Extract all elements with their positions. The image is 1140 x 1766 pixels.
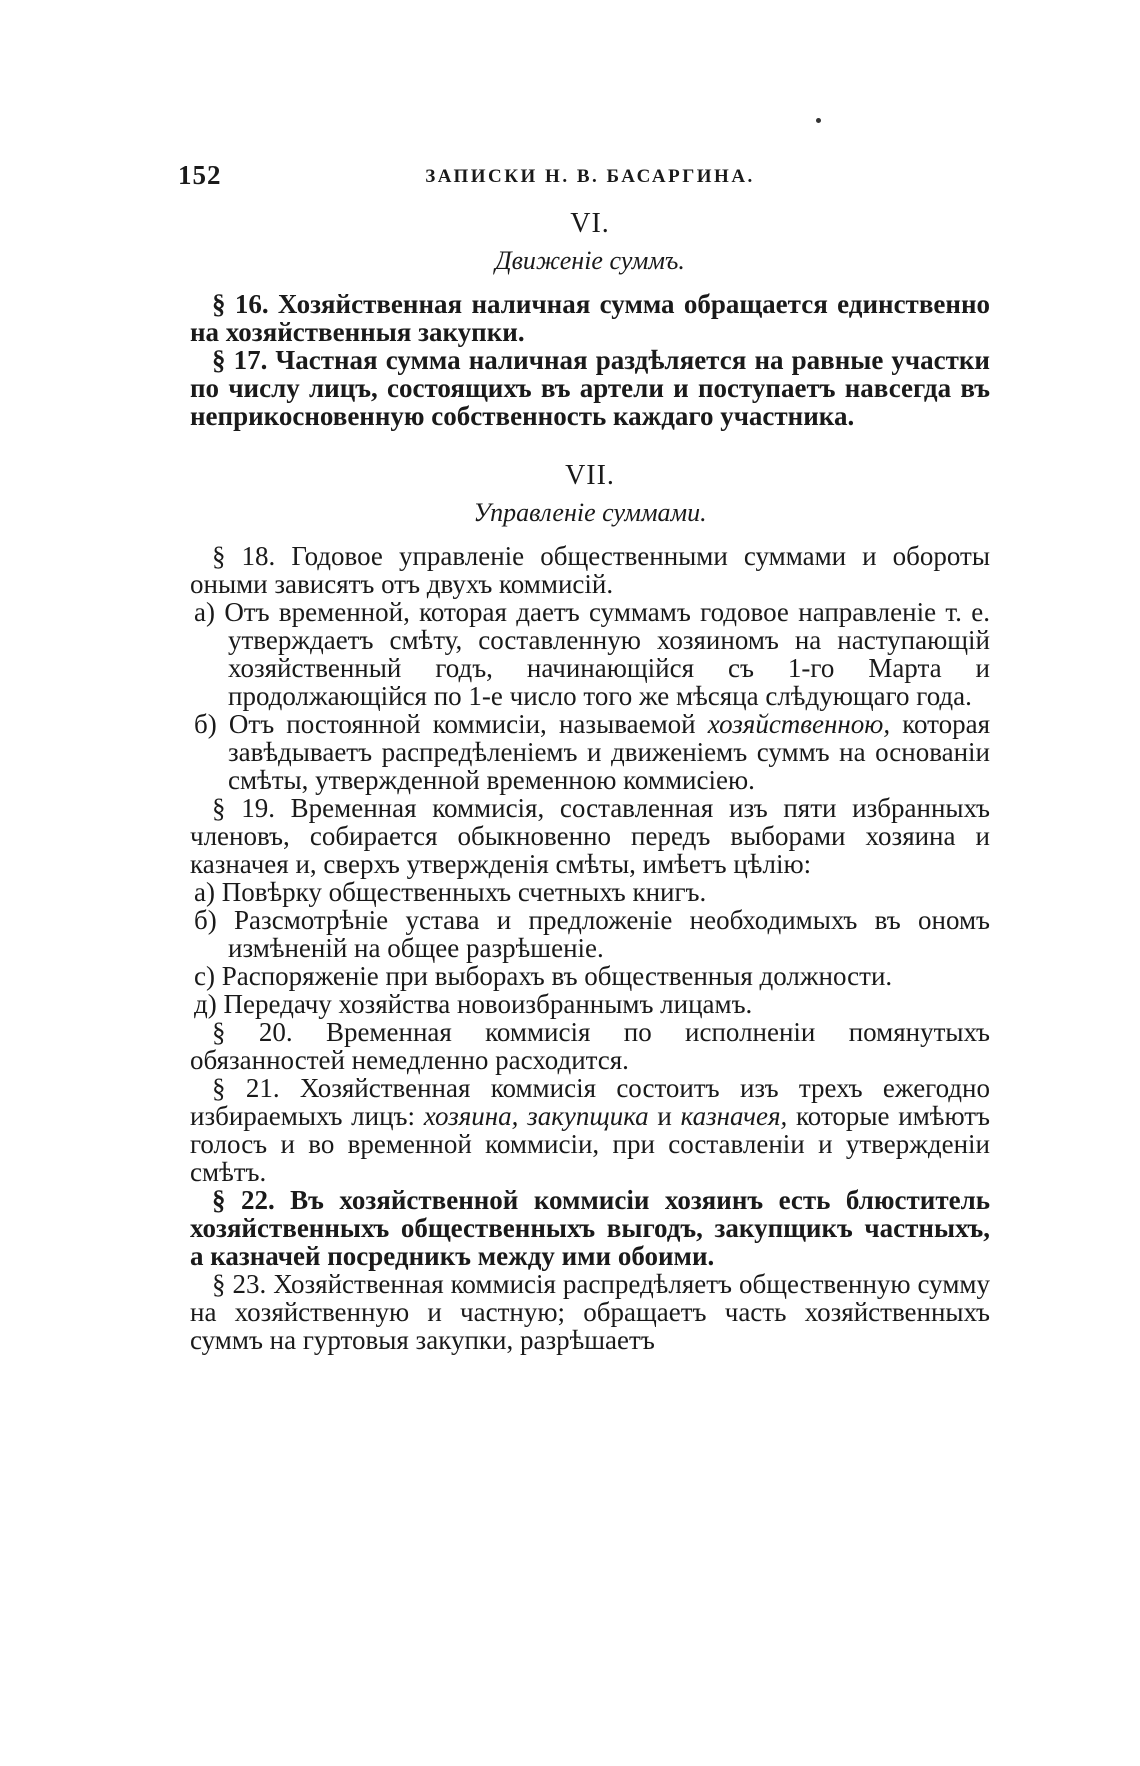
running-title: ЗАПИСКИ Н. В. БАСАРГИНА. — [425, 166, 755, 187]
paragraph-22: § 22. Въ хозяйственной коммисіи хозяинъ есть блюститель хозяйственныхъ общественныхъ выгодъ, закупщикъ частныхъ, а казначей посредникъ между ими обоими. — [190, 1185, 990, 1271]
running-head — [178, 160, 990, 200]
section-title-vi: Движеніе суммъ. — [495, 246, 685, 275]
section-number-vii: VII. — [565, 460, 615, 491]
item-b-text-start: б) Отъ постоянной коммисіи, называемой — [194, 709, 708, 739]
paragraph-21 — [190, 1074, 990, 1186]
p21-italic-treasurer: казначея, — [680, 1101, 788, 1131]
paragraph-16: § 16. Хозяйственная наличная сумма обращается единственно на хозяйственныя закупки. — [190, 289, 990, 347]
p21-text-start: § 21. Хозяйственная коммисія состоитъ изъ трехъ ежегодно избираемыхъ лицъ: — [190, 1073, 990, 1131]
paragraph-19-item-a: а) Повѣрку общественныхъ счетныхъ книгъ. — [194, 877, 707, 907]
section-title-vii: Управленіе суммами. — [473, 498, 707, 527]
paragraph-19-item-c: с) Распоряженіе при выборахъ въ общественныя должности. — [194, 961, 893, 991]
p21-italic-roles: хозяина, закупщика — [423, 1101, 649, 1131]
print-speck — [816, 118, 821, 123]
paragraph-18: § 18. Годовое управленіе общественными суммами и обороты оными зависятъ отъ двухъ коммисій. — [190, 541, 990, 599]
item-b-italic: хозяйственною, — [707, 709, 891, 739]
paragraph-19: § 19. Временная коммисія, составленная изъ пяти избранныхъ членовъ, собирается обыкновенно передъ выборами хозяина и казначея и, сверхъ утвержденія смѣты, имѣетъ цѣлію: — [190, 793, 990, 879]
book-page — [178, 160, 991, 1355]
p21-text-end: которые имѣютъ голосъ и во временной коммисіи, при составленіи и утвержденіи смѣтъ. — [190, 1101, 991, 1187]
paragraph-18-item-a: а) Отъ временной, которая даетъ суммамъ годовое направленіе т. е. утверждаетъ смѣту, составленную хозяиномъ на наступающій хозяйственный годъ, начинающійся съ 1-го Марта и продолжающійся по 1-е число того же мѣсяца слѣдующаго года. — [194, 597, 990, 711]
item-b-text-end: которая завѣдываетъ распредѣленіемъ и движеніемъ суммъ на основаніи смѣты, утвержденной временною коммисіею. — [228, 709, 990, 795]
paragraph-23: § 23. Хозяйственная коммисія распредѣляетъ общественную сумму на хозяйственную и частную; обращаетъ часть хозяйственныхъ суммъ на гуртовыя закупки, разрѣшаетъ — [190, 1269, 990, 1355]
page-number: 152 — [178, 160, 222, 190]
paragraph-19-item-b: б) Разсмотрѣніе устава и предложеніе необходимыхъ въ ономъ измѣненій на общее разрѣшеніе. — [194, 905, 990, 963]
paragraph-18-item-b — [190, 710, 990, 794]
paragraph-20: § 20. Временная коммисія по исполненіи помянутыхъ обязанностей немедленно расходится. — [190, 1017, 990, 1075]
paragraph-17: § 17. Частная сумма наличная раздѣляется на равные участки по числу лицъ, состоящихъ въ артели и поступаетъ навсегда въ неприкосновенную собственность каждаго участника. — [190, 345, 990, 431]
p21-text-mid: и — [648, 1101, 681, 1131]
paragraph-19-item-d: д) Передачу хозяйства новоизбраннымъ лицамъ. — [194, 989, 753, 1019]
section-number-vi: VI. — [570, 208, 610, 239]
section-gap — [190, 430, 990, 452]
